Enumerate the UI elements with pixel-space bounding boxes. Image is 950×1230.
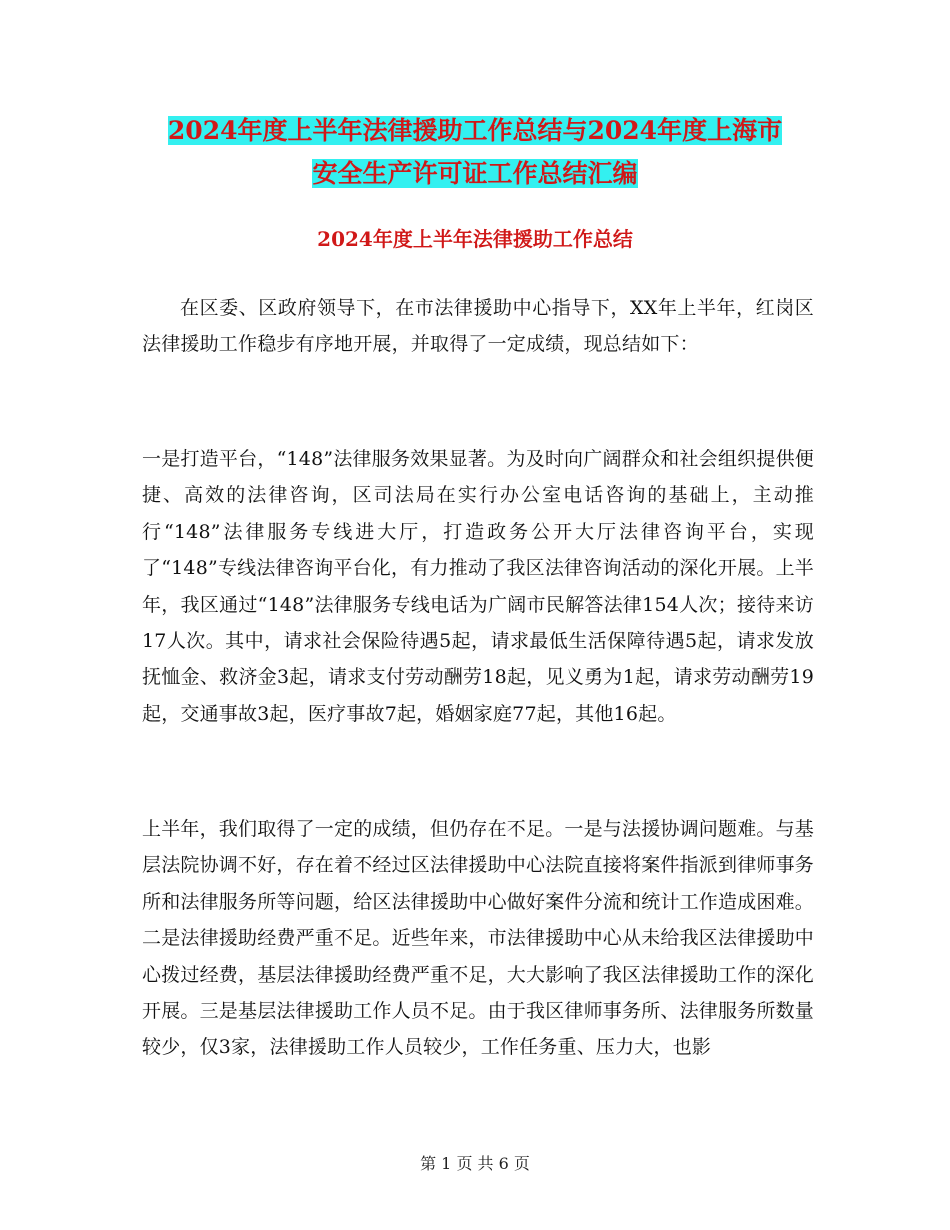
title-highlight-1: 2024年度上半年法律援助工作总结与2024年度上海市 bbox=[167, 116, 783, 145]
title-highlight-2: 安全生产许可证工作总结汇编 bbox=[312, 159, 638, 188]
document-title-line-2 bbox=[0, 156, 950, 191]
paragraph-platform: 一是打造平台，“148”法律服务效果显著。为及时向广阔群众和社会组织提供便捷、高效的法律咨询，区司法局在实行办公室电话咨询的基础上，主动推行“148”法律服务专线进大厅，打造政务公开大厅法律咨询平台，实现了“148”专线法律咨询平台化，有力推动了我区法律咨询活动的深化开展。上半年，我区通过“148”法律服务专线电话为广阔市民解答法律154人次；接待来访17人次。其中，请求社会保险待遇5起，请求最低生活保障待遇5起，请求发放抚恤金、救济金3起，请求支付劳动酬劳18起，见义勇为1起，请求劳动酬劳19起，交通事故3起，医疗事故7起，婚姻家庭77起，其他16起。 bbox=[142, 448, 814, 725]
paragraph-shortcomings: 上半年，我们取得了一定的成绩，但仍存在不足。一是与法援协调问题难。与基层法院协调不好，存在着不经过区法律援助中心法院直接将案件指派到律师事务所和法律服务所等问题，给区法律援助中心做好案件分流和统计工作造成困难。二是法律援助经费严重不足。近些年来，市法律援助中心从未给我区法律援助中心拨过经费，基层法律援助经费严重不足，大大影响了我区法律援助工作的深化开展。三是基层法律援助工作人员不足。由于我区律师事务所、法律服务所数量较少，仅3家，法律援助工作人员较少，工作任务重、压力大，也影 bbox=[142, 818, 815, 1059]
page-footer: 第 1 页 共 6 页 bbox=[420, 1154, 530, 1173]
paragraph-intro: 在区委、区政府领导下，在市法律援助中心指导下，XX年上半年，红岗区法律援助工作稳步有序地开展，并取得了一定成绩，现总结如下： bbox=[142, 297, 814, 356]
document-title-line-1 bbox=[0, 113, 950, 148]
section-title: 2024年度上半年法律援助工作总结 bbox=[317, 227, 633, 251]
